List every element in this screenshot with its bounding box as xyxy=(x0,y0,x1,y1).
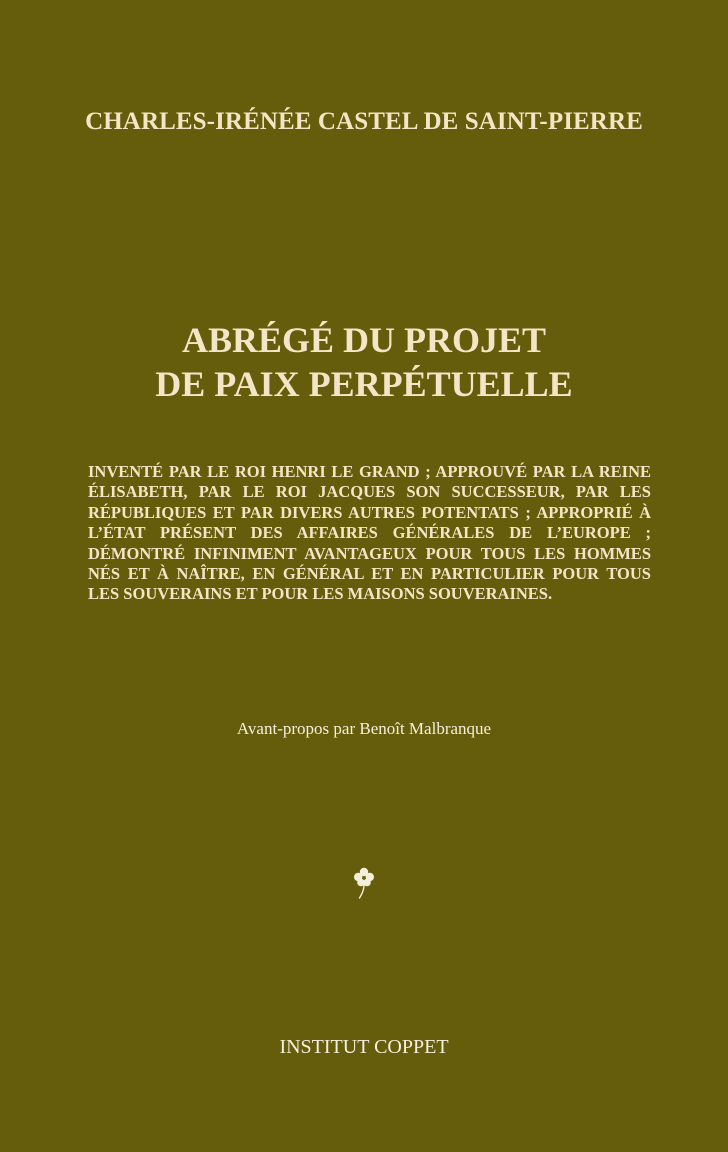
publisher-name: INSTITUT COPPET xyxy=(279,1036,449,1058)
foreword-credit: Avant-propos par Benoît Malbranque xyxy=(236,719,492,738)
book-title-line-2: DE PAIX PERPÉTUELLE xyxy=(155,364,573,404)
book-title xyxy=(0,318,728,406)
flower-ornament-icon xyxy=(352,866,376,900)
book-title-line-1: ABRÉGÉ DU PROJET xyxy=(181,320,547,360)
book-subtitle: INVENTÉ PAR LE ROI HENRI LE GRAND ; APPROUVÉ PAR LA REINE ÉLISABETH, PAR LE ROI JACQUES SON SUCCESSEUR, PAR LES RÉPUBLIQUES ET PAR DIVERS AUTRES POTENTATS ; APPROPRIÉ À L’ÉTAT PRÉSENT DES AFFAIRES GÉNÉRALES DE L’EUROPE ; DÉMONTRÉ INFINIMENT AVANTAGEUX POUR TOUS LES HOMMES NÉS ET À NAÎTRE, EN GÉNÉRAL ET EN PARTICULIER POUR TOUS LES SOUVERAINS ET POUR LES MAISONS SOUVERAINES. xyxy=(88,462,651,604)
author-name: CHARLES-IRÉNÉE CASTEL DE SAINT-PIERRE xyxy=(85,108,643,135)
